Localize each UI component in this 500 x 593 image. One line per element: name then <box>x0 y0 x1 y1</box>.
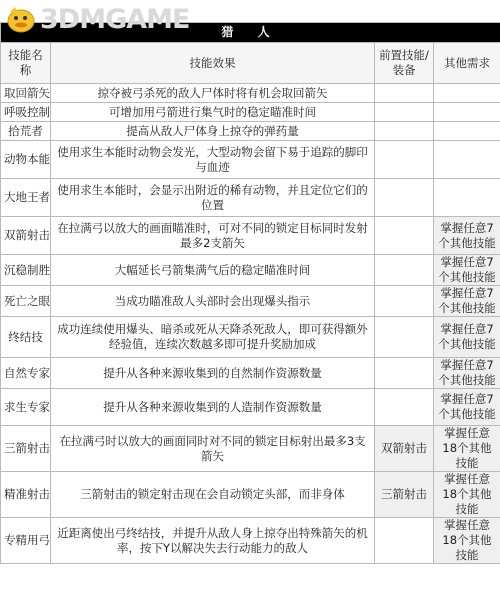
skill-name-cell: 自然专家 <box>1 358 51 389</box>
skill-effect-cell: 使用求生本能时动物会发光，大型动物会留下易于追踪的脚印与血迹 <box>51 141 375 179</box>
other-requirement-cell: 掌握任意7个其他技能 <box>434 255 500 286</box>
other-requirement-cell <box>434 141 500 179</box>
table-row <box>1 317 500 358</box>
prerequisite-cell: 三箭射击 <box>375 472 434 518</box>
prerequisite-cell <box>375 179 434 217</box>
header-prerequisite: 前置技能/装备 <box>375 43 434 84</box>
skill-effect-cell: 大幅延长弓箭集满气后的稳定瞄准时间 <box>51 255 375 286</box>
skill-effect-cell: 三箭射击的锁定射击现在会自动锁定头部，而非身体 <box>51 472 375 518</box>
header-skill-name: 技能名称 <box>1 43 51 84</box>
skill-name-cell: 取回箭矢 <box>1 84 51 103</box>
table-row <box>1 217 500 255</box>
table-row <box>1 286 500 317</box>
prerequisite-cell <box>375 255 434 286</box>
skill-name-cell: 动物本能 <box>1 141 51 179</box>
skill-name-cell: 死亡之眼 <box>1 286 51 317</box>
skill-effect-cell: 提升从各种来源收集到的自然制作资源数量 <box>51 358 375 389</box>
skill-name-cell: 精准射击 <box>1 472 51 518</box>
other-requirement-cell: 掌握任意7个其他技能 <box>434 358 500 389</box>
skill-name-cell: 求生专家 <box>1 389 51 426</box>
other-requirement-cell <box>434 122 500 141</box>
prerequisite-cell <box>375 103 434 122</box>
skill-name-cell: 三箭射击 <box>1 426 51 472</box>
skill-name-cell: 沉稳制胜 <box>1 255 51 286</box>
prerequisite-cell <box>375 84 434 103</box>
skill-name-cell: 双箭射击 <box>1 217 51 255</box>
table-row <box>1 179 500 217</box>
skill-effect-cell: 成功连续使用爆头、暗杀或死从天降杀死敌人，即可获得额外经验值，连续次数越多即可提升奖励加成 <box>51 317 375 358</box>
header-other-requirements: 其他需求 <box>434 43 500 84</box>
prerequisite-cell <box>375 286 434 317</box>
skill-table <box>0 22 500 564</box>
table-row <box>1 389 500 426</box>
prerequisite-cell <box>375 518 434 564</box>
skill-effect-cell: 当成功瞄准敌人头部时会出现爆头指示 <box>51 286 375 317</box>
table-row <box>1 122 500 141</box>
prerequisite-cell <box>375 122 434 141</box>
other-requirement-cell <box>434 84 500 103</box>
duck-mascot-icon <box>4 4 38 34</box>
table-row <box>1 84 500 103</box>
table-row <box>1 426 500 472</box>
other-requirement-cell <box>434 103 500 122</box>
table-row <box>1 141 500 179</box>
skill-effect-cell: 使用求生本能时，会显示出附近的稀有动物，并且定位它们的位置 <box>51 179 375 217</box>
skill-effect-cell: 在拉满弓时以放大的画面同时对不同的锁定目标射出最多3支箭矢 <box>51 426 375 472</box>
skill-effect-cell: 可增加用弓箭进行集气时的稳定瞄准时间 <box>51 103 375 122</box>
other-requirement-cell: 掌握任意18个其他技能 <box>434 518 500 564</box>
watermark-logo <box>0 0 190 38</box>
prerequisite-cell <box>375 389 434 426</box>
table-row <box>1 358 500 389</box>
table-row <box>1 103 500 122</box>
skill-name-cell: 拾荒者 <box>1 122 51 141</box>
other-requirement-cell <box>434 179 500 217</box>
skill-effect-cell: 提高从敌人尸体身上掠夺的弹药量 <box>51 122 375 141</box>
prerequisite-cell <box>375 217 434 255</box>
other-requirement-cell: 掌握任意18个其他技能 <box>434 426 500 472</box>
header-skill-effect: 技能效果 <box>51 43 375 84</box>
skill-effect-cell: 提升从各种来源收集到的人造制作资源数量 <box>51 389 375 426</box>
watermark-text: 3DMGAME <box>40 3 190 35</box>
skill-name-cell: 大地王者 <box>1 179 51 217</box>
table-row <box>1 518 500 564</box>
skill-effect-cell: 掠夺被弓杀死的敌人尸体时将有机会取回箭矢 <box>51 84 375 103</box>
skill-name-cell: 呼吸控制 <box>1 103 51 122</box>
prerequisite-cell <box>375 358 434 389</box>
skill-name-cell: 专精用弓 <box>1 518 51 564</box>
table-row <box>1 472 500 518</box>
other-requirement-cell: 掌握任意7个其他技能 <box>434 317 500 358</box>
skill-name-cell: 终结技 <box>1 317 51 358</box>
table-row <box>1 255 500 286</box>
skill-effect-cell: 近距离使出弓终结技，并提升从敌人身上掠夺出特殊箭矢的机率，按下Y以解决失去行动能力的敌人 <box>51 518 375 564</box>
skill-effect-cell: 在拉满弓以放大的画面瞄准时，可对不同的锁定目标同时发射最多2支箭矢 <box>51 217 375 255</box>
prerequisite-cell <box>375 317 434 358</box>
other-requirement-cell: 掌握任意7个其他技能 <box>434 286 500 317</box>
prerequisite-cell: 双箭射击 <box>375 426 434 472</box>
table-title: 猎 人 <box>1 23 500 43</box>
other-requirement-cell: 掌握任意7个其他技能 <box>434 389 500 426</box>
other-requirement-cell: 掌握任意18个其他技能 <box>434 472 500 518</box>
prerequisite-cell <box>375 141 434 179</box>
table-body <box>1 84 500 564</box>
other-requirement-cell: 掌握任意7个其他技能 <box>434 217 500 255</box>
